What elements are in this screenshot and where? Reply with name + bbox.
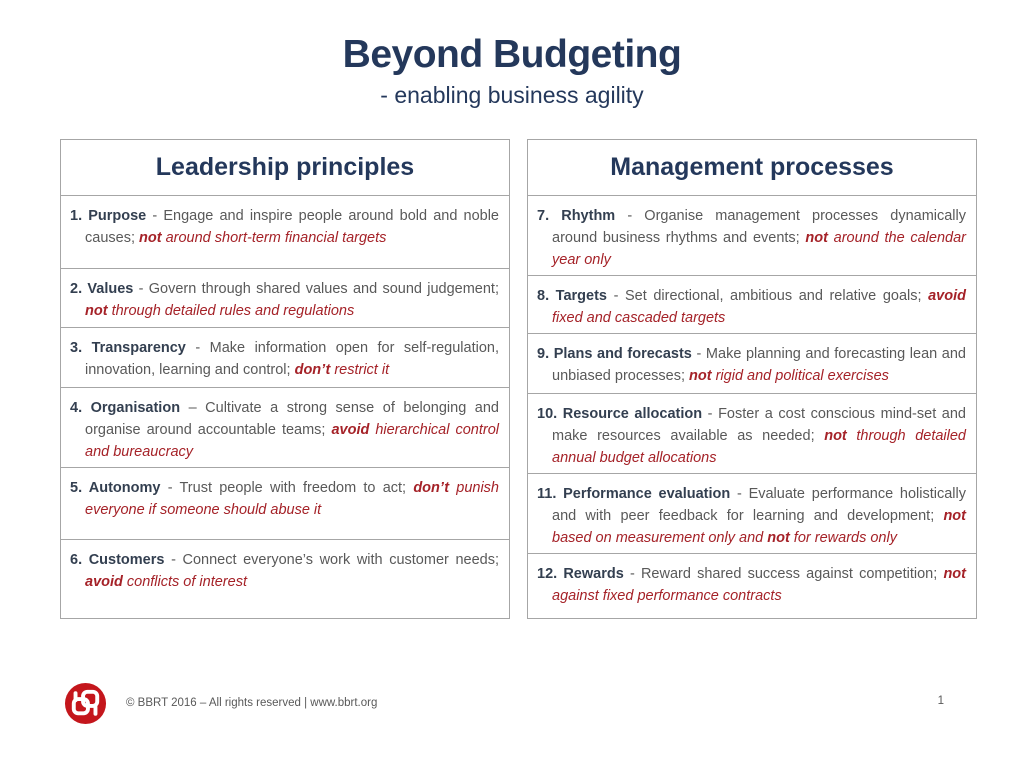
description-text: – Cultivate a strong sense of belonging and organise around accountable teams; xyxy=(85,400,499,438)
principle-text xyxy=(70,205,499,249)
principle-term: 1. Purpose xyxy=(70,208,147,224)
negative-text: through detailed annual budget allocations xyxy=(552,428,966,466)
negative-text: not xyxy=(824,428,847,444)
leadership-principles-panel xyxy=(60,139,510,619)
management-processes-panel xyxy=(527,139,977,619)
principle-text xyxy=(537,343,966,387)
negative-text: not xyxy=(767,530,790,546)
negative-text: through detailed rules and regulations xyxy=(107,303,355,319)
leadership-rows xyxy=(61,196,509,606)
bbrt-logo-icon xyxy=(64,682,107,725)
description-text: - Connect everyone’s work with customer needs; xyxy=(164,552,499,568)
description-text: - Make information open for self-regulation, innovation, learning and control; xyxy=(85,340,499,378)
negative-text: hierarchical control and bureaucracy xyxy=(85,422,499,460)
negative-text: not xyxy=(139,230,162,246)
principle-row xyxy=(61,540,509,606)
negative-text: against fixed performance contracts xyxy=(552,588,782,604)
principle-row xyxy=(528,276,976,334)
principle-row xyxy=(61,388,509,468)
principle-text xyxy=(70,549,499,593)
principle-term: 4. Organisation xyxy=(70,400,181,416)
negative-text: avoid xyxy=(331,422,370,438)
page-number: 1 xyxy=(937,695,944,707)
principle-term: 6. Customers xyxy=(70,552,165,568)
negative-text: avoid xyxy=(928,288,966,304)
description-text: - Organise management processes dynamically around business rhythms and events; xyxy=(552,208,967,246)
principle-term: 3. Transparency xyxy=(70,340,186,356)
negative-text: conflicts of interest xyxy=(122,574,247,590)
principle-text xyxy=(70,278,499,322)
negative-text: rigid and political exercises xyxy=(711,368,889,384)
description-text: - Foster a cost conscious mind-set and make resources available as needed; xyxy=(552,406,966,444)
negative-text: based on measurement only and xyxy=(552,530,768,546)
principle-term: 11. Performance evaluation xyxy=(537,486,731,502)
negative-text: don’t xyxy=(294,362,331,378)
negative-text: avoid xyxy=(85,574,123,590)
description-text: - Make planning and forecasting lean and unbiased processes; xyxy=(552,346,966,384)
principle-text xyxy=(537,563,966,607)
leadership-panel-title: Leadership principles xyxy=(61,140,509,196)
principle-row xyxy=(61,468,509,540)
principle-term: 2. Values xyxy=(70,281,134,297)
description-text: - Engage and inspire people around bold and noble causes; xyxy=(85,208,499,246)
management-panel-title: Management processes xyxy=(528,140,976,196)
principles-tables xyxy=(0,139,1024,619)
negative-text: punish everyone if someone should abuse it xyxy=(85,480,499,518)
principle-text xyxy=(537,205,966,271)
principle-text xyxy=(70,337,499,381)
description-text: - Set directional, ambitious and relative goals; xyxy=(606,288,929,304)
principle-row xyxy=(61,196,509,269)
negative-text: not xyxy=(689,368,712,384)
management-rows xyxy=(528,196,976,618)
principle-row xyxy=(528,334,976,394)
principle-text xyxy=(537,403,966,469)
principle-row xyxy=(528,554,976,618)
negative-text: not xyxy=(943,566,966,582)
negative-text: don’t xyxy=(413,480,450,496)
principle-row xyxy=(61,269,509,328)
negative-text: not xyxy=(85,303,108,319)
negative-text: not xyxy=(805,230,828,246)
principle-term: 5. Autonomy xyxy=(70,480,161,496)
principle-term: 8. Targets xyxy=(537,288,607,304)
negative-text: not xyxy=(943,508,966,524)
principle-row xyxy=(528,474,976,554)
description-text: - Trust people with freedom to act; xyxy=(160,480,414,496)
copyright-text: © BBRT 2016 – All rights reserved | www.bbrt.org xyxy=(126,697,378,709)
description-text: - Reward shared success against competition; xyxy=(623,566,944,582)
principle-row xyxy=(528,196,976,276)
description-text: - Govern through shared values and sound judgement; xyxy=(133,281,499,297)
principle-row xyxy=(61,328,509,388)
negative-text: around short-term financial targets xyxy=(161,230,387,246)
footer xyxy=(64,681,1024,725)
negative-text: around the calendar year only xyxy=(552,230,966,268)
page-subtitle: - enabling business agility xyxy=(380,82,644,108)
principle-row xyxy=(528,394,976,474)
principle-term: 9. Plans and forecasts xyxy=(537,346,692,362)
principle-term: 10. Resource allocation xyxy=(537,406,703,422)
principle-text xyxy=(537,285,966,329)
principle-text xyxy=(70,477,499,521)
principle-term: 7. Rhythm xyxy=(537,208,616,224)
negative-text: fixed and cascaded targets xyxy=(552,310,726,326)
negative-text: restrict it xyxy=(330,362,390,378)
negative-text: for rewards only xyxy=(789,530,897,546)
principle-term: 12. Rewards xyxy=(537,566,624,582)
description-text: - Evaluate performance holistically and with peer feedback for learning and development; xyxy=(552,486,966,524)
page-title: Beyond Budgeting xyxy=(342,33,682,76)
principle-text xyxy=(70,397,499,463)
principle-text xyxy=(537,483,966,549)
